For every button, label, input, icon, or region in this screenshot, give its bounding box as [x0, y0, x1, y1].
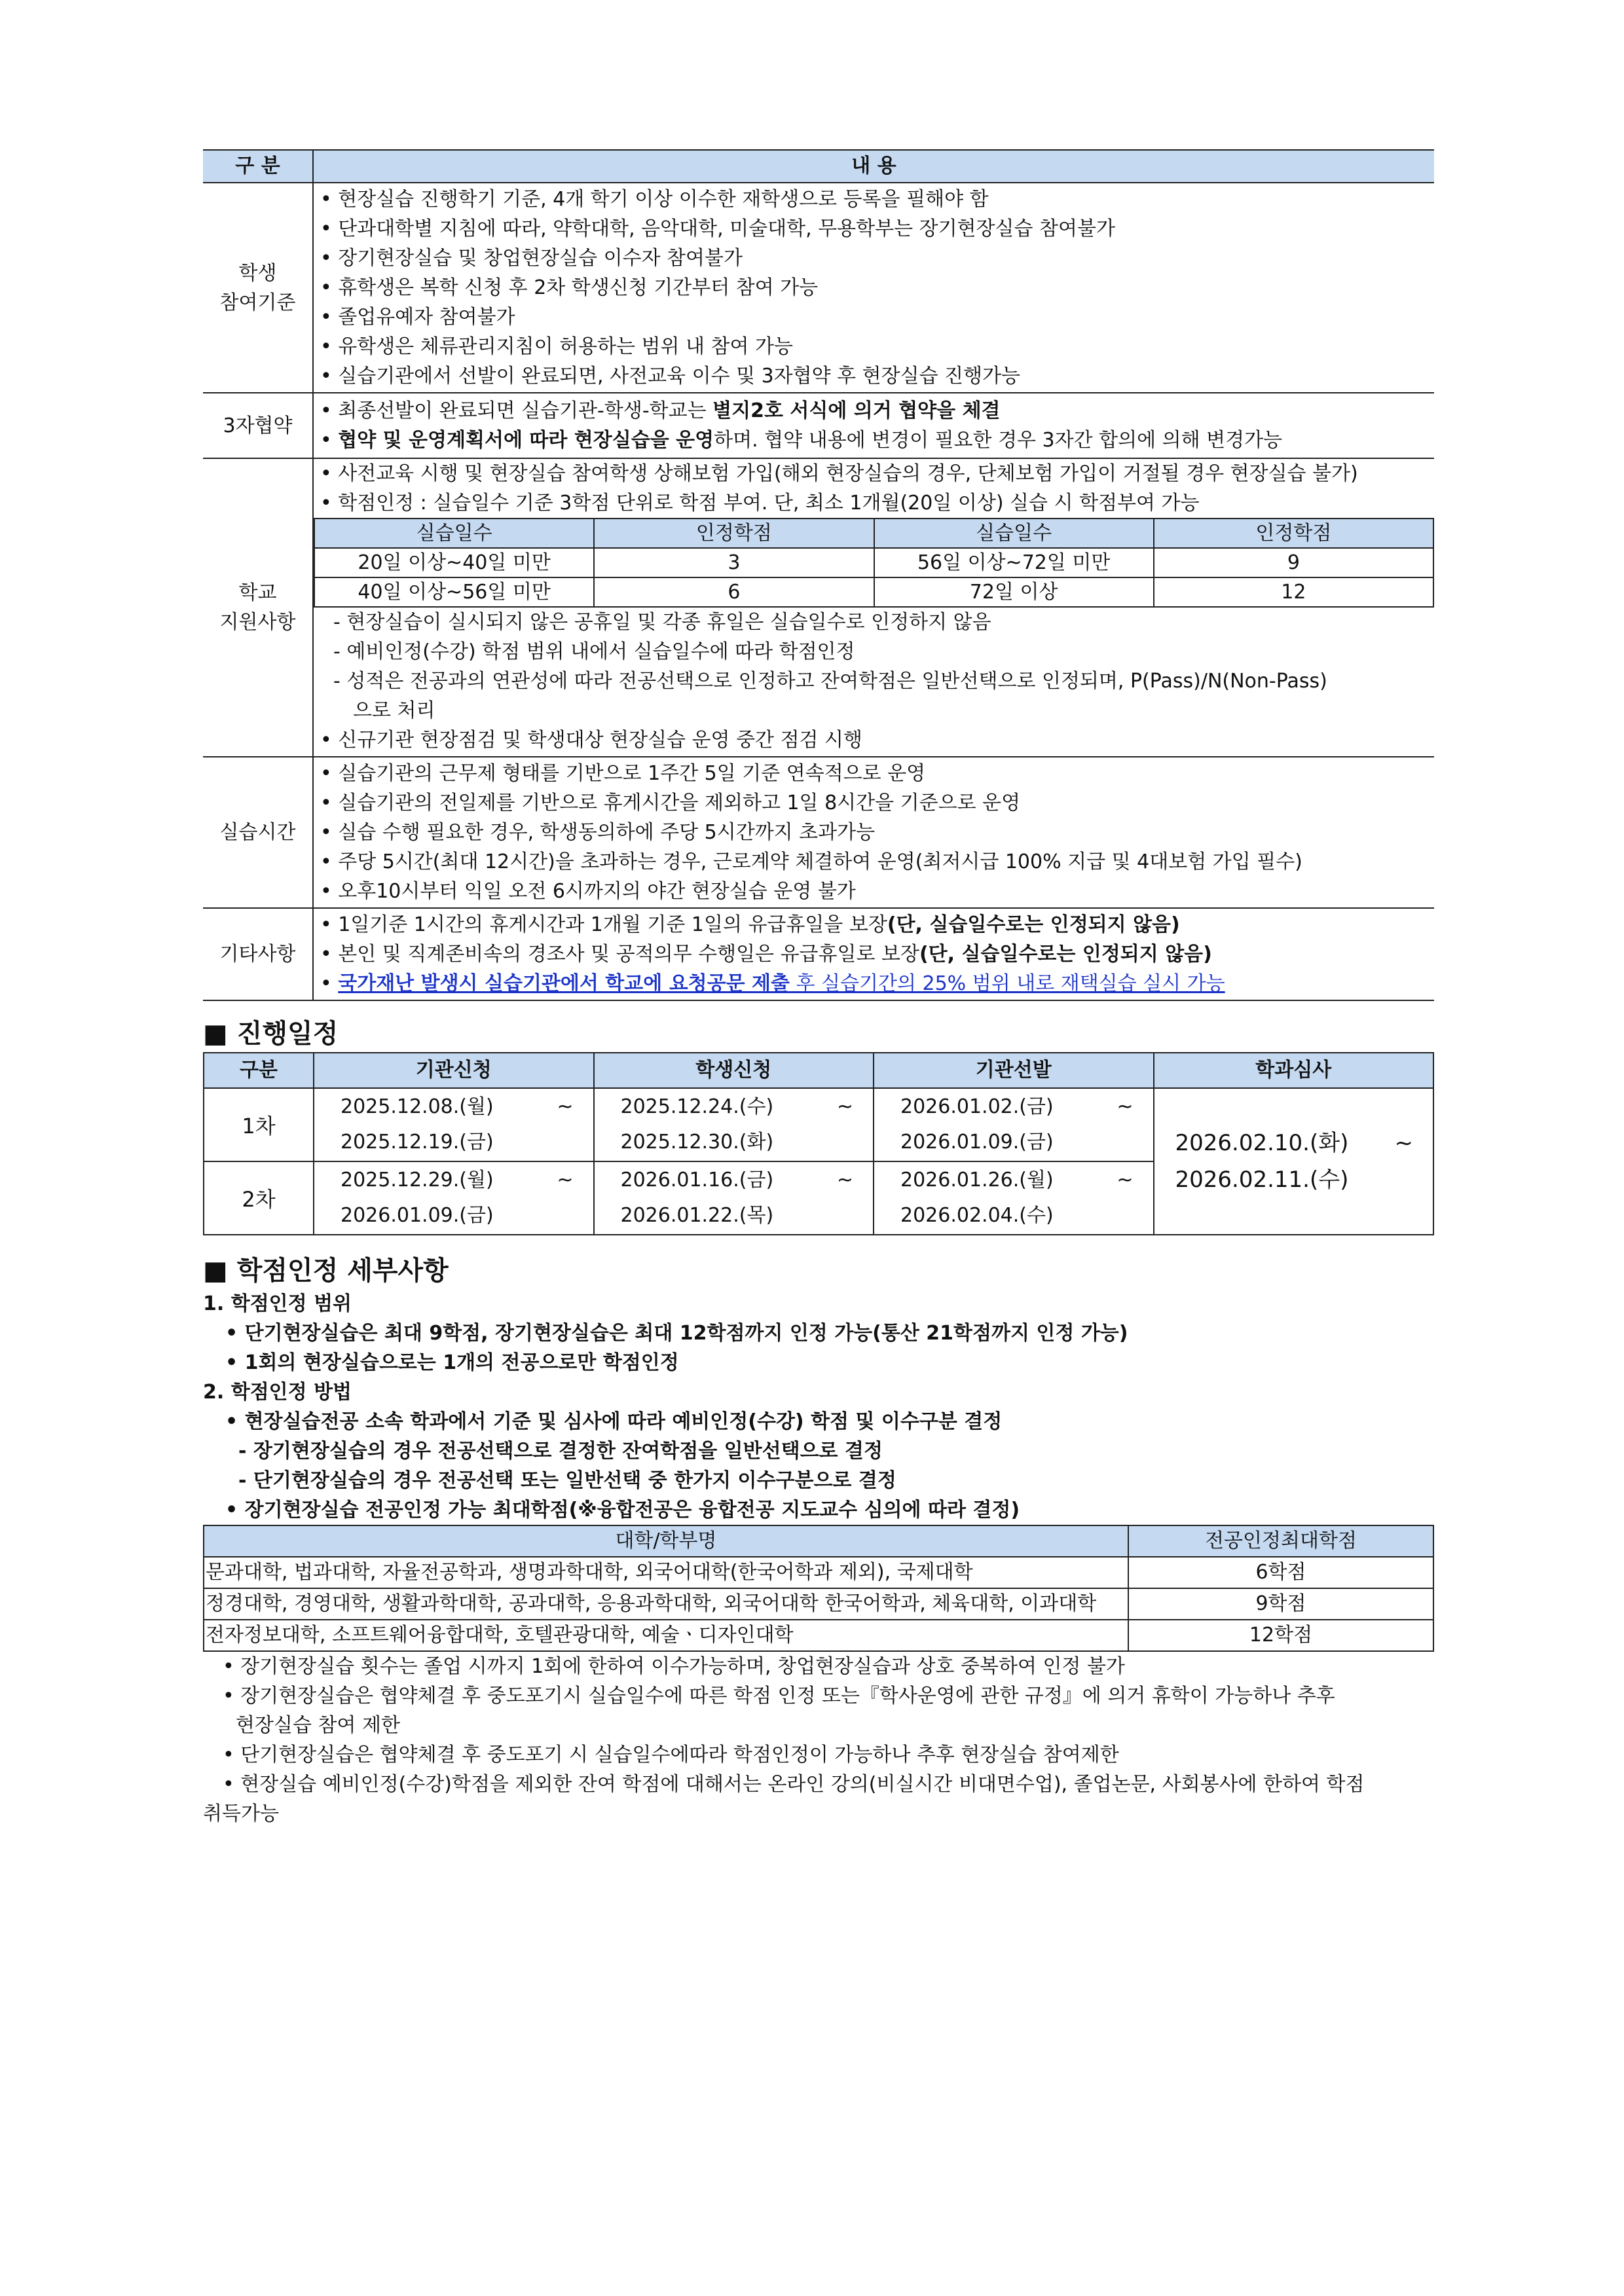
cred-header: 전공인정최대학점: [1128, 1525, 1433, 1557]
row-agreement: [203, 393, 1434, 458]
schedule-row: 1차 2025.12.08.(월) ~ 2025.12.19.(금) 2025.12.24.(수) ~ 2025.12.30.(화) 2026.01.02.(금) ~ 2026.01.09.(금) 2026.02.10.(화) ~ 2026.02.11.(수): [204, 1088, 1433, 1161]
support-item: • 학점인정 : 실습일수 기준 3학점 단위로 학점 부여. 단, 최소 1개월(20일 이상) 실습 시 학점부여 가능: [320, 492, 1200, 515]
label-student: 학생 참여기준: [203, 183, 313, 393]
student-item: • 단과대학별 지침에 따라, 약학대학, 음악대학, 미술대학, 무용학부는 장기현장실습 참여불가: [320, 217, 1115, 240]
note-line: • 현장실습 예비인정(수강)학점을 제외한 잔여 학점에 대해서는 온라인 강의(비실시간 비대면수업), 졸업논문, 사회봉사에 한하여 학점: [223, 1773, 1365, 1796]
cred-row: 전자정보대학, 소프트웨어융합대학, 호텔관광대학, 예술ㆍ디자인대학 12학점: [204, 1620, 1433, 1651]
student-item: • 졸업유예자 참여불가: [320, 306, 515, 329]
schedule-header: 기관신청: [314, 1053, 594, 1088]
max-credit-table: [203, 1525, 1434, 1652]
eligibility-table: [203, 149, 1434, 1001]
credit-s2-item: - 단기현장실습의 경우 전공선택 또는 일반선택 중 한가지 이수구분으로 결정: [238, 1469, 896, 1492]
support-sub: - 예비인정(수강) 학점 범위 내에서 실습일수에 따라 학점인정: [333, 640, 855, 663]
etc-line-2: • 본인 및 직계존비속의 경조사 및 공적의무 수행일은 유급휴일로 보장(단, 실습일수로는 인정되지 않음): [320, 943, 1212, 966]
row-hours: [203, 757, 1434, 908]
student-item: • 현장실습 진행학기 기준, 4개 학기 이상 이수한 재학생으로 등록을 필해야 함: [320, 188, 989, 211]
schedule-table: [203, 1052, 1434, 1235]
student-item: • 유학생은 체류관리지침이 허용하는 범위 내 참여 가능: [320, 335, 794, 358]
cred-row: 문과대학, 법과대학, 자율전공학과, 생명과학대학, 외국어대학(한국어학과 제외), 국제대학 6학점: [204, 1557, 1433, 1588]
hours-item: • 실습기관의 근무제 형태를 기반으로 1주간 5일 기준 연속적으로 운영: [320, 762, 926, 785]
label-etc: 기타사항: [203, 908, 313, 1000]
credit-s2-item: - 장기현장실습의 경우 전공선택으로 결정한 잔여학점을 일반선택으로 결정: [238, 1440, 883, 1463]
schedule-header: 구분: [204, 1053, 314, 1088]
round-label: 1차: [204, 1088, 314, 1161]
inner-row: 20일 이상~40일 미만 3 56일 이상~72일 미만 9: [314, 548, 1433, 577]
note-line: 취득가능: [203, 1802, 279, 1825]
credit-s2-item: • 현장실습전공 소속 학과에서 기준 및 심사에 따라 예비인정(수강) 학점 및 이수구분 결정: [225, 1410, 1003, 1433]
credit-days-table: [314, 518, 1434, 608]
label-support: 학교 지원사항: [203, 458, 313, 757]
label-agreement: 3자협약: [203, 393, 313, 458]
note-line: • 장기현장실습은 협약체결 후 중도포기시 실습일수에 따른 학점 인정 또는『학사운영에 관한 규정』에 의거 휴학이 가능하나 추후: [223, 1685, 1335, 1707]
hours-item: • 오후10시부터 익일 오전 6시까지의 야간 현장실습 운영 불가: [320, 880, 856, 903]
cred-header: 대학/학부명: [204, 1525, 1128, 1557]
inner-header: 인정학점: [594, 519, 874, 548]
document-page: [203, 149, 1434, 1829]
hours-item: • 주당 5시간(최대 12시간)을 초과하는 경우, 근로계약 체결하여 운영(최저시급 100% 지급 및 4대보험 가입 필수): [320, 850, 1302, 873]
credit-s2-item: • 장기현장실습 전공인정 가능 최대학점(※융합전공은 융합전공 지도교수 심의에 따라 결정): [225, 1499, 1020, 1522]
note-line: • 단기현장실습은 협약체결 후 중도포기 시 실습일수에따라 학점인정이 가능하나 추후 현장실습 참여제한: [223, 1743, 1119, 1766]
etc-line-3: • 국가재난 발생시 실습기관에서 학교에 요청공문 제출 후 실습기간의 25% 범위 내로 재택실습 실시 가능: [320, 972, 1225, 995]
row-etc: [203, 908, 1434, 1000]
support-sub: - 현장실습이 실시되지 않은 공휴일 및 각종 휴일은 실습일수로 인정하지 않음: [333, 611, 991, 634]
support-item: • 신규기관 현장점검 및 학생대상 현장실습 운영 중간 점검 시행: [320, 729, 863, 752]
round-label: 2차: [204, 1161, 314, 1235]
student-item: • 실습기관에서 선발이 완료되면, 사전교육 이수 및 3자협약 후 현장실습 진행가능: [320, 365, 1021, 388]
support-sub: 으로 처리: [353, 699, 435, 722]
agreement-line-2: • 협약 및 운영계획서에 따라 현장실습을 운영하며. 협약 내용에 변경이 필요한 경우 3자간 합의에 의해 변경가능: [320, 429, 1283, 452]
header-category: 구 분: [203, 150, 313, 183]
schedule-row: 2차 2025.12.29.(월) ~ 2026.01.09.(금) 2026.01.16.(금) ~ 2026.01.22.(목) 2026.01.26.(월) ~ 2026.02.04.(수): [204, 1161, 1433, 1235]
header-content: 내 용: [313, 150, 1434, 183]
credit-s1-item: • 1회의 현장실습으로는 1개의 전공으로만 학점인정: [225, 1351, 679, 1374]
schedule-title: ■ 진행일정: [203, 1019, 339, 1049]
review-period: 2026.02.10.(화) ~ 2026.02.11.(수): [1154, 1088, 1434, 1235]
inner-header: 실습일수: [874, 519, 1154, 548]
inner-header: 인정학점: [1154, 519, 1433, 548]
row-student: [203, 183, 1434, 393]
hours-item: • 실습기관의 전일제를 기반으로 휴게시간을 제외하고 1일 8시간을 기준으로 운영: [320, 792, 1021, 814]
hours-item: • 실습 수행 필요한 경우, 학생동의하에 주당 5시간까지 초과가능: [320, 821, 876, 844]
credit-s1-item: • 단기현장실습은 최대 9학점, 장기현장실습은 최대 12학점까지 인정 가능(통산 21학점까지 인정 가능): [225, 1322, 1128, 1345]
support-sub: - 성적은 전공과의 연관성에 따라 전공선택으로 인정하고 잔여학점은 일반선택으로 인정되며, P(Pass)/N(Non-Pass): [333, 670, 1327, 693]
label-hours: 실습시간: [203, 757, 313, 908]
note-line: • 장기현장실습 횟수는 졸업 시까지 1회에 한하여 이수가능하며, 창업현장실습과 상호 중복하여 인정 불가: [223, 1655, 1125, 1678]
student-item: • 장기현장실습 및 창업현장실습 이수자 참여불가: [320, 247, 743, 270]
remote-practice-link[interactable]: 국가재난 발생시 실습기관에서 학교에 요청공문 제출: [338, 972, 790, 995]
inner-row: 40일 이상~56일 미만 6 72일 이상 12: [314, 577, 1433, 607]
row-support: [203, 458, 1434, 757]
credit-notes: [203, 1652, 1434, 1829]
support-item: • 사전교육 시행 및 현장실습 참여학생 상해보험 가입(해외 현장실습의 경우, 단체보험 가입이 거절될 경우 현장실습 불가): [320, 462, 1358, 485]
credit-s2-title: 2. 학점인정 방법: [203, 1381, 352, 1404]
schedule-header: 학과심사: [1154, 1053, 1434, 1088]
inner-header: 실습일수: [314, 519, 594, 548]
agreement-line-1: • 최종선발이 완료되면 실습기관-학생-학교는 별지2호 서식에 의거 협약을 체결: [320, 399, 1001, 422]
student-item: • 휴학생은 복학 신청 후 2차 학생신청 기간부터 참여 가능: [320, 276, 819, 299]
etc-line-1: • 1일기준 1시간의 휴게시간과 1개월 기준 1일의 유급휴일을 보장(단, 실습일수로는 인정되지 않음): [320, 913, 1180, 936]
credit-title: ■ 학점인정 세부사항: [203, 1256, 449, 1286]
credit-section: [203, 1289, 1434, 1525]
cred-row: 정경대학, 경영대학, 생활과학대학, 공과대학, 응용과학대학, 외국어대학 한국어학과, 체육대학, 이과대학 9학점: [204, 1588, 1433, 1620]
schedule-header: 기관선발: [874, 1053, 1154, 1088]
note-line: 현장실습 참여 제한: [236, 1714, 400, 1737]
credit-s1-title: 1. 학점인정 범위: [203, 1292, 352, 1315]
schedule-header: 학생신청: [594, 1053, 874, 1088]
